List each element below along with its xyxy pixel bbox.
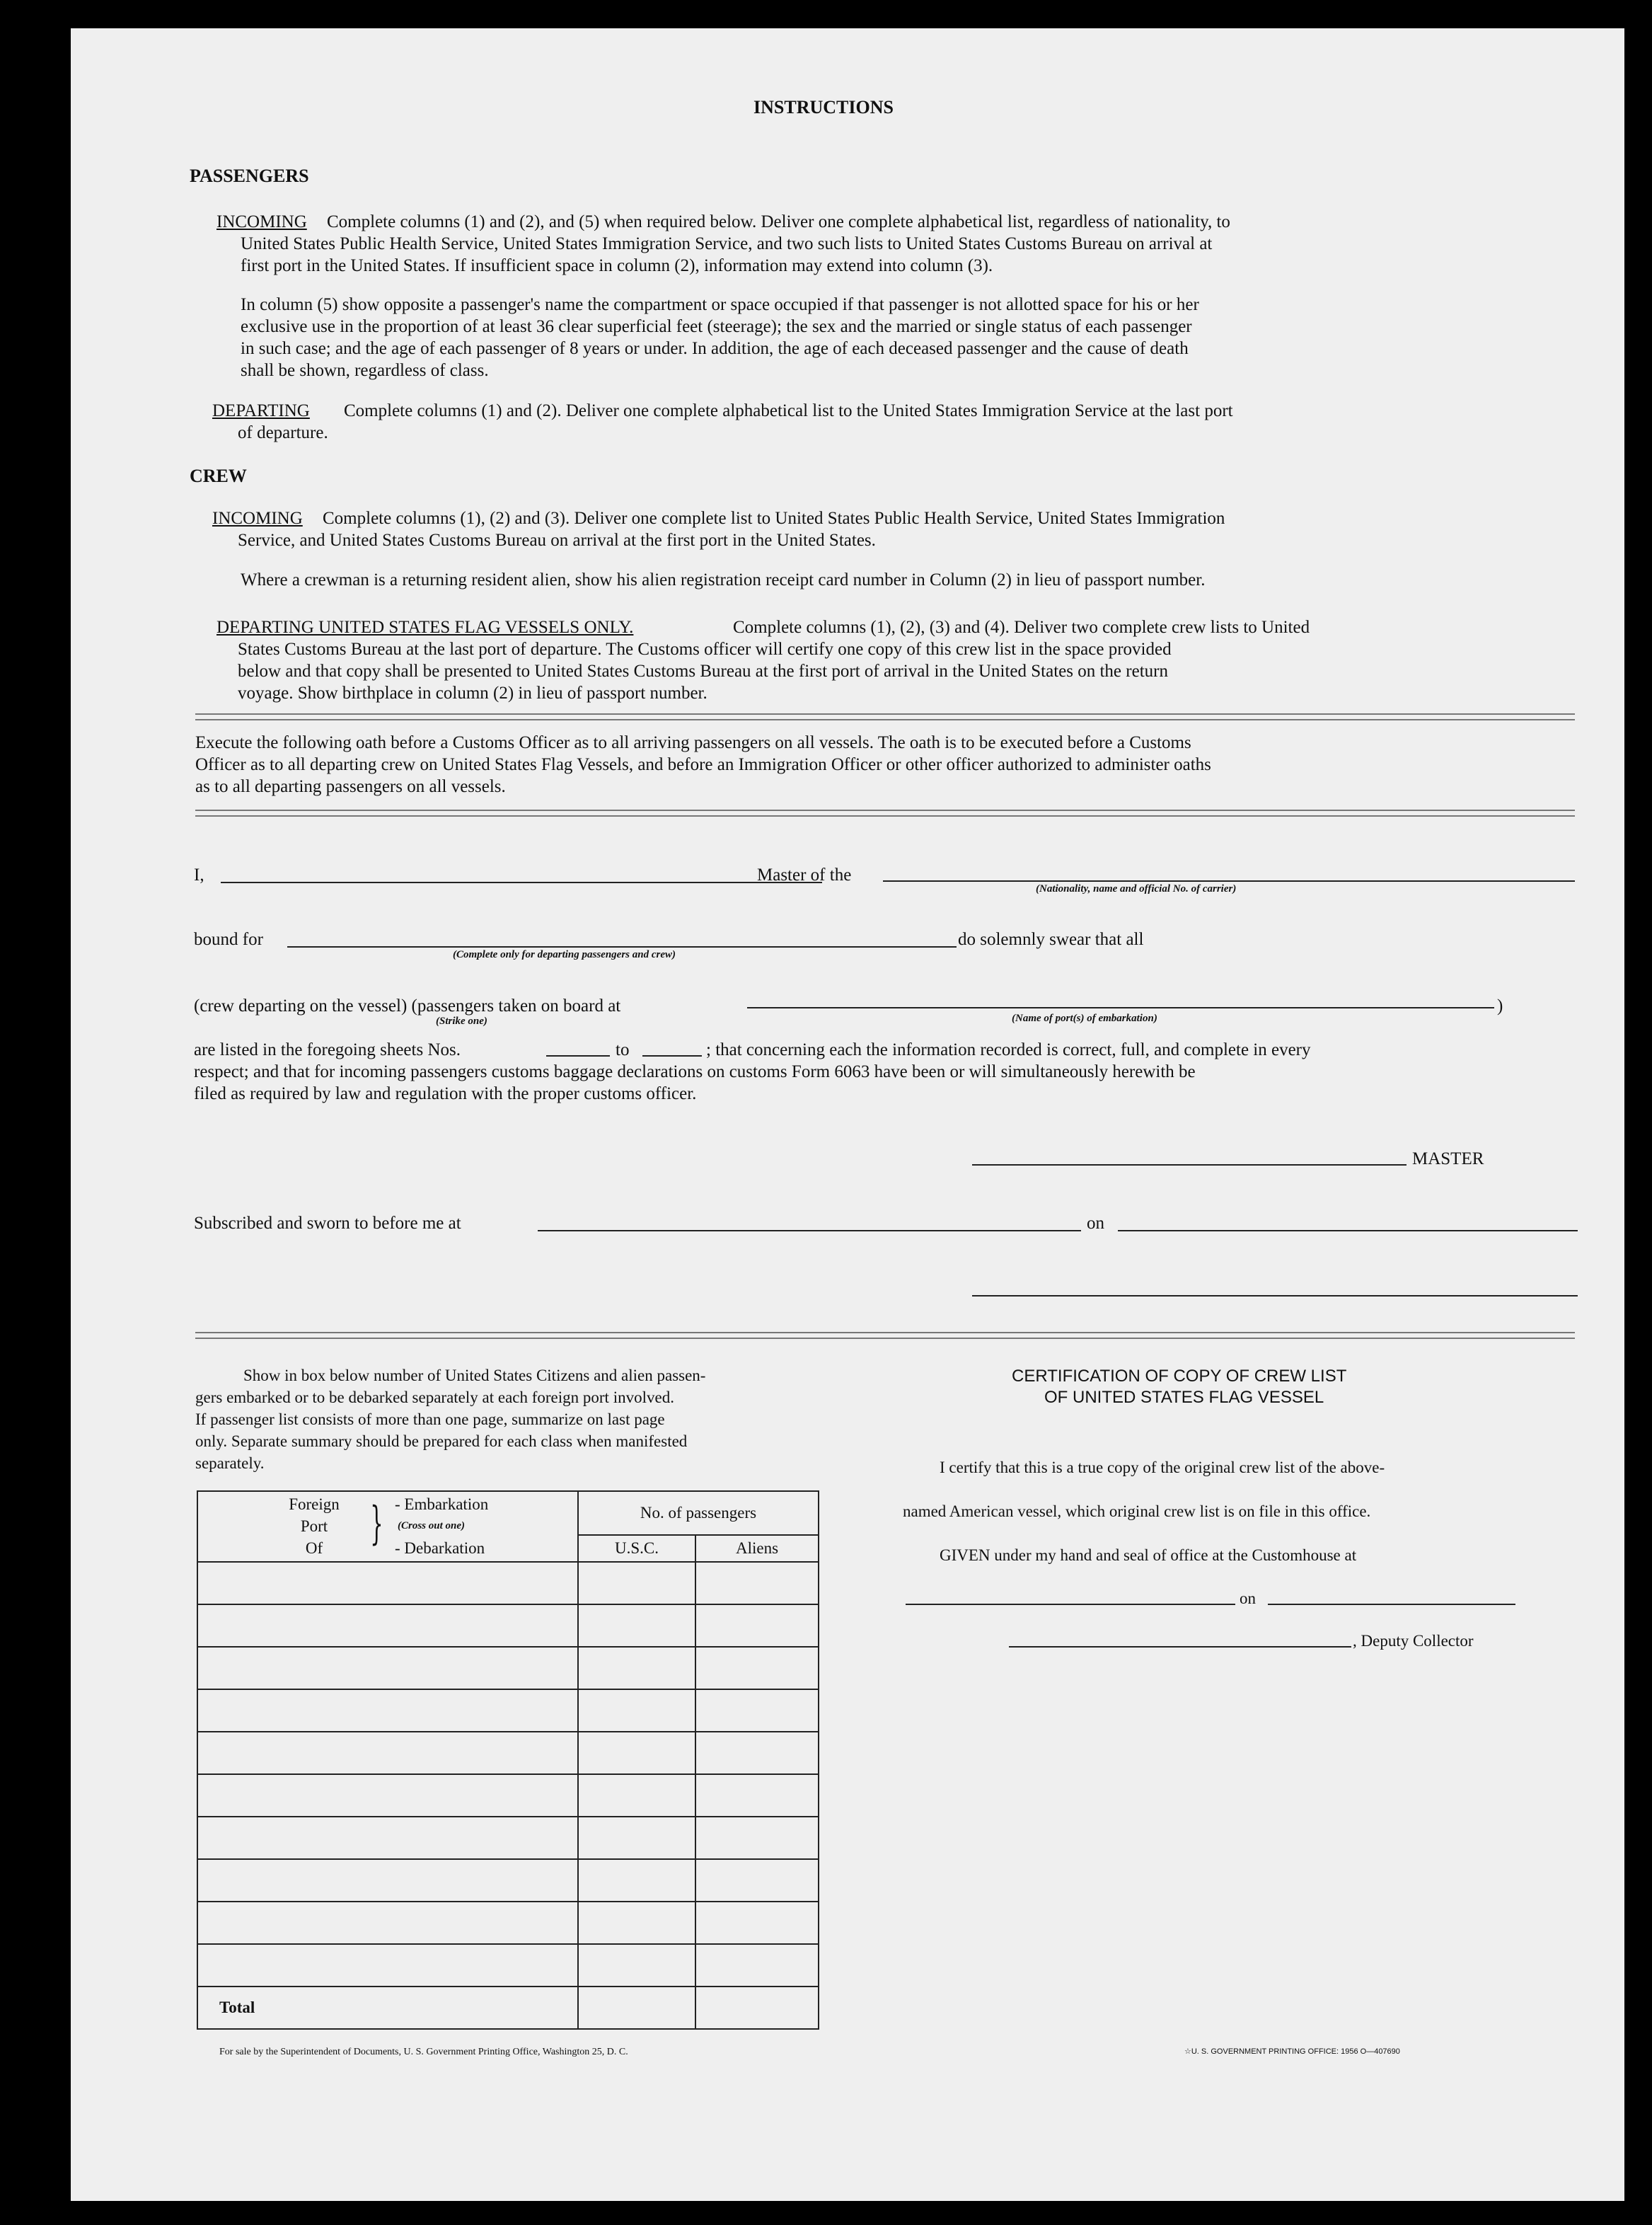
port-label: Port [300, 1517, 328, 1535]
aliens-total-cell[interactable] [695, 1987, 819, 2029]
crew-incoming-text: Complete columns (1), (2) and (3). Deliver one complete list to United States Public Health Service, United States Immigration [323, 509, 1225, 528]
summary-intro-text: gers embarked or to be debarked separately at each foreign port involved. [195, 1389, 674, 1406]
cross-out-caption: (Cross out one) [398, 1520, 466, 1531]
port-embarkation-line[interactable] [747, 1007, 1494, 1008]
table-row [197, 1689, 819, 1732]
listed-post-text: ; that concerning each the information recorded is correct, full, and complete in every [706, 1040, 1311, 1059]
aliens-cell[interactable] [695, 1689, 819, 1732]
passengers-departing-label: DEPARTING [212, 401, 310, 420]
certify-text: I certify that this is a true copy of the original crew list of the above- [940, 1459, 1385, 1476]
passengers-departing-text: Complete columns (1) and (2). Deliver one complete alphabetical list to the United States Immigration Service at the last port [344, 401, 1233, 420]
column5-text: exclusive use in the proportion of at least 36 clear superficial feet (steerage); the sex and the married or single status of each passenger [241, 317, 1192, 336]
port-cell[interactable] [197, 1604, 578, 1647]
footer-sale-note: For sale by the Superintendent of Documents, U. S. Government Printing Office, Washington 25, D. C. [219, 2047, 628, 2057]
usc-cell[interactable] [578, 1562, 695, 1604]
table-row [197, 1774, 819, 1817]
table-row [197, 1902, 819, 1944]
usc-header: U.S.C. [578, 1535, 695, 1562]
oath-i-label: I, [194, 866, 204, 885]
column5-text: in such case; and the age of each passenger of 8 years or under. In addition, the age of each deceased passenger and the cause of death [241, 339, 1189, 358]
strike-one-caption: (Strike one) [436, 1016, 487, 1027]
summary-intro-text: only. Separate summary should be prepared for each class when manifested [195, 1432, 688, 1450]
usc-cell[interactable] [578, 1774, 695, 1817]
port-cell[interactable] [197, 1562, 578, 1604]
usc-cell[interactable] [578, 1689, 695, 1732]
cert-on-label: on [1240, 1589, 1256, 1607]
aliens-cell[interactable] [695, 1817, 819, 1859]
port-cell[interactable] [197, 1647, 578, 1689]
crew-departing-text: voyage. Show birthplace in column (2) in lieu of passport number. [238, 684, 707, 703]
usc-cell[interactable] [578, 1859, 695, 1902]
table-row [197, 1859, 819, 1902]
aliens-cell[interactable] [695, 1562, 819, 1604]
passengers-incoming-text: first port in the United States. If insufficient space in column (2), information may extend into column (3). [241, 256, 993, 275]
filed-text: filed as required by law and regulation with the proper customs officer. [194, 1084, 697, 1103]
debarkation-option[interactable]: - Debarkation [395, 1539, 485, 1557]
close-paren: ) [1497, 996, 1503, 1016]
column5-text: In column (5) show opposite a passenger's name the compartment or space occupied if that passenger is not allotted space for his or her [241, 295, 1199, 314]
crew-departing-choice: (crew departing on the vessel) (passengers taken on board at [194, 996, 621, 1016]
sworn-date-line[interactable] [1118, 1230, 1578, 1231]
given-text: GIVEN under my hand and seal of office at the Customhouse at [940, 1546, 1357, 1564]
usc-cell[interactable] [578, 1902, 695, 1944]
foreign-label: Foreign [289, 1495, 340, 1513]
table-row [197, 1604, 819, 1647]
certification-title: CERTIFICATION OF COPY OF CREW LIST [1012, 1367, 1347, 1386]
brace-icon: } [370, 1497, 383, 1550]
port-cell[interactable] [197, 1732, 578, 1774]
footer-gpo-note: ☆U. S. GOVERNMENT PRINTING OFFICE: 1956 O—407690 [1184, 2047, 1400, 2056]
aliens-cell[interactable] [695, 1944, 819, 1987]
table-row [197, 1944, 819, 1987]
port-cell[interactable] [197, 1944, 578, 1987]
passenger-summary-table [197, 1490, 819, 2030]
bound-for-line[interactable] [287, 946, 957, 948]
column5-text: shall be shown, regardless of class. [241, 361, 489, 380]
table-row [197, 1647, 819, 1689]
summary-intro-text: Show in box below number of United States Citizens and alien passen- [243, 1367, 706, 1384]
master-of-the-label: Master of the [757, 866, 852, 885]
oath-intro-text: Execute the following oath before a Customs Officer as to all arriving passengers on all vessels. The oath is to be executed before a Customs [195, 733, 1191, 752]
sworn-on-label: on [1087, 1214, 1104, 1233]
cert-date-line[interactable] [1268, 1604, 1515, 1605]
oath-intro-text: as to all departing passengers on all vessels. [195, 777, 506, 796]
crew-incoming-label: INCOMING [212, 509, 303, 528]
crew-heading: CREW [190, 466, 247, 486]
aliens-cell[interactable] [695, 1732, 819, 1774]
crew-departing-text: Complete columns (1), (2), (3) and (4). Deliver two complete crew lists to United [733, 618, 1310, 637]
master-signature-line[interactable] [972, 1164, 1406, 1166]
passengers-incoming-text: United States Public Health Service, United States Immigration Service, and two such lists to United States Customs Bureau on arrival at [241, 234, 1213, 253]
embarkation-option[interactable]: - Embarkation [395, 1495, 489, 1513]
section-divider [195, 713, 1575, 720]
certification-title: OF UNITED STATES FLAG VESSEL [1044, 1388, 1324, 1407]
table-row [197, 1562, 819, 1604]
foreign-port-header [197, 1491, 578, 1562]
passengers-heading: PASSENGERS [190, 166, 309, 186]
port-cell[interactable] [197, 1817, 578, 1859]
total-row [197, 1987, 819, 2029]
usc-total-cell[interactable] [578, 1987, 695, 2029]
aliens-header: Aliens [695, 1535, 819, 1562]
listed-pre-text: are listed in the foregoing sheets Nos. [194, 1040, 461, 1059]
carrier-line[interactable] [883, 880, 1575, 882]
crew-departing-text: States Customs Bureau at the last port of departure. The Customs officer will certify one copy of this crew list in the space provided [238, 640, 1172, 659]
usc-cell[interactable] [578, 1817, 695, 1859]
passengers-incoming-label: INCOMING [216, 212, 307, 231]
passengers-departing-text: of departure. [238, 423, 328, 442]
subscribed-label: Subscribed and sworn to before me at [194, 1214, 461, 1233]
customhouse-line[interactable] [906, 1604, 1235, 1605]
sworn-place-line[interactable] [538, 1230, 1081, 1231]
aliens-cell[interactable] [695, 1647, 819, 1689]
crew-departing-label: DEPARTING UNITED STATES FLAG VESSELS ONLY. [216, 618, 634, 637]
aliens-cell[interactable] [695, 1859, 819, 1902]
of-label: Of [305, 1539, 323, 1557]
table-row [197, 1732, 819, 1774]
certify-text: named American vessel, which original crew list is on file in this office. [903, 1502, 1371, 1520]
sheet-to-line[interactable] [642, 1055, 702, 1057]
aliens-cell[interactable] [695, 1604, 819, 1647]
officer-signature-line[interactable] [972, 1295, 1578, 1297]
port-cell[interactable] [197, 1689, 578, 1732]
section-divider [195, 810, 1575, 817]
swear-text: do solemnly swear that all [958, 930, 1144, 949]
port-cell[interactable] [197, 1859, 578, 1902]
crew-incoming-text: Service, and United States Customs Bureau on arrival at the first port in the United States. [238, 531, 876, 550]
crew-resident-text: Where a crewman is a returning resident alien, show his alien registration receipt card number in Column (2) in lieu of passport number. [241, 570, 1206, 590]
summary-intro-text: separately. [195, 1454, 265, 1472]
usc-cell[interactable] [578, 1732, 695, 1774]
total-label: Total [197, 1987, 578, 2029]
aliens-cell[interactable] [695, 1774, 819, 1817]
respect-text: respect; and that for incoming passengers customs baggage declarations on customs Form 6063 have been or will simultaneously herewith be [194, 1062, 1196, 1081]
no-of-passengers-header: No. of passengers [578, 1491, 819, 1535]
passengers-incoming-text: Complete columns (1) and (2), and (5) when required below. Deliver one complete alphabetical list, regardless of nationality, to [327, 212, 1230, 231]
summary-intro-text: If passenger list consists of more than one page, summarize on last page [195, 1410, 665, 1428]
port-caption: (Name of port(s) of embarkation) [1012, 1013, 1157, 1024]
listed-to-text: to [616, 1040, 630, 1059]
usc-cell[interactable] [578, 1604, 695, 1647]
deputy-signature-line[interactable] [1009, 1646, 1351, 1648]
nationality-caption: (Nationality, name and official No. of carrier) [1036, 883, 1237, 895]
usc-cell[interactable] [578, 1647, 695, 1689]
crew-departing-text: below and that copy shall be presented to United States Customs Bureau at the first port of arrival in the United States on the return [238, 662, 1168, 681]
page-title: INSTRUCTIONS [753, 97, 894, 117]
master-label: MASTER [1412, 1149, 1484, 1168]
bound-caption: (Complete only for departing passengers and crew) [453, 949, 676, 960]
aliens-cell[interactable] [695, 1902, 819, 1944]
form-page [71, 28, 1624, 2201]
port-cell[interactable] [197, 1902, 578, 1944]
deputy-collector-label: , Deputy Collector [1353, 1632, 1474, 1650]
table-row [197, 1817, 819, 1859]
usc-cell[interactable] [578, 1944, 695, 1987]
port-cell[interactable] [197, 1774, 578, 1817]
bound-for-label: bound for [194, 930, 263, 949]
master-name-line[interactable] [221, 882, 822, 883]
oath-intro-text: Officer as to all departing crew on United States Flag Vessels, and before an Immigration Officer or other officer authorized to administer oaths [195, 755, 1211, 774]
section-divider [195, 1332, 1575, 1339]
sheet-from-line[interactable] [546, 1055, 610, 1057]
